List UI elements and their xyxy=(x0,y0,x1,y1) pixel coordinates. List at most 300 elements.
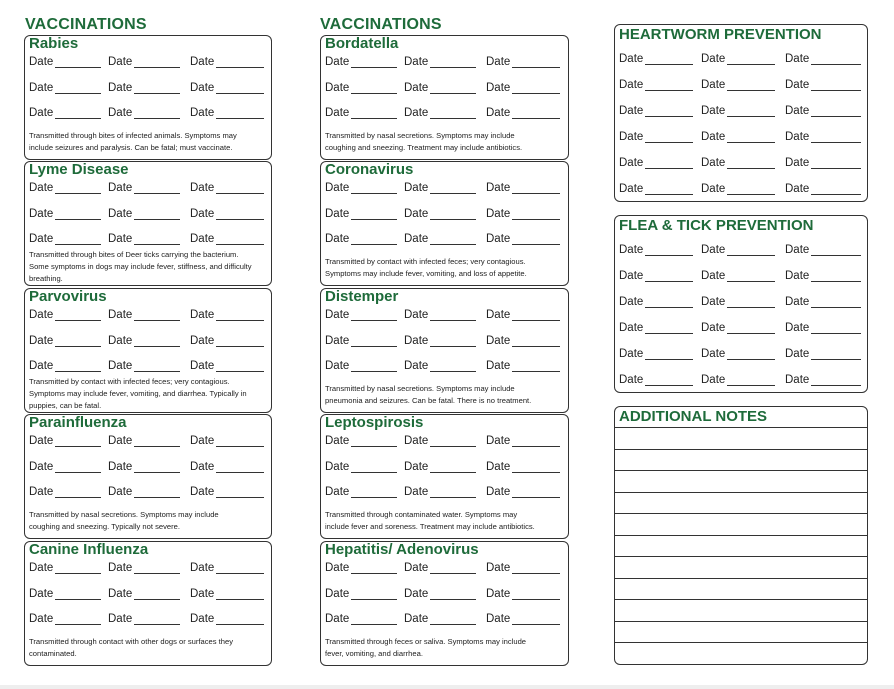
date-field[interactable] xyxy=(108,309,180,321)
date-blank-line[interactable] xyxy=(645,80,693,91)
date-blank-line[interactable] xyxy=(430,436,476,447)
date-blank-line[interactable] xyxy=(351,487,397,498)
notes-rule-line[interactable] xyxy=(615,470,867,471)
date-field[interactable] xyxy=(785,53,861,65)
date-blank-line[interactable] xyxy=(216,209,264,220)
date-blank-line[interactable] xyxy=(645,184,693,195)
vaccine-description xyxy=(29,509,267,533)
date-field[interactable] xyxy=(325,435,397,447)
date-blank-line[interactable] xyxy=(351,361,397,372)
date-field[interactable] xyxy=(29,309,101,321)
date-field[interactable] xyxy=(108,182,180,194)
date-field[interactable] xyxy=(29,613,101,625)
date-blank-line[interactable] xyxy=(811,54,861,65)
date-field[interactable] xyxy=(190,486,264,498)
date-blank-line[interactable] xyxy=(512,563,560,574)
date-field[interactable] xyxy=(325,233,397,245)
date-blank-line[interactable] xyxy=(351,310,397,321)
date-field[interactable] xyxy=(29,233,101,245)
notes-rule-line[interactable] xyxy=(615,556,867,557)
date-blank-line[interactable] xyxy=(430,83,476,94)
date-blank-line[interactable] xyxy=(645,271,693,282)
date-blank-line[interactable] xyxy=(811,271,861,282)
date-blank-line[interactable] xyxy=(430,336,476,347)
date-field[interactable] xyxy=(190,588,264,600)
date-field[interactable] xyxy=(785,105,861,117)
date-blank-line[interactable] xyxy=(645,245,693,256)
date-blank-line[interactable] xyxy=(55,563,101,574)
date-field[interactable] xyxy=(701,374,775,386)
date-blank-line[interactable] xyxy=(55,234,101,245)
date-field[interactable] xyxy=(404,82,476,94)
date-field[interactable] xyxy=(325,107,397,119)
date-field[interactable] xyxy=(486,588,560,600)
date-label: Date xyxy=(325,107,350,119)
date-blank-line[interactable] xyxy=(811,349,861,360)
date-field[interactable] xyxy=(29,562,101,574)
date-blank-line[interactable] xyxy=(351,234,397,245)
date-blank-line[interactable] xyxy=(216,57,264,68)
date-field[interactable] xyxy=(701,53,775,65)
date-field[interactable] xyxy=(701,157,775,169)
date-blank-line[interactable] xyxy=(351,57,397,68)
date-blank-line[interactable] xyxy=(430,614,476,625)
date-field[interactable] xyxy=(619,348,693,360)
notes-rule-line[interactable] xyxy=(615,449,867,450)
date-blank-line[interactable] xyxy=(430,487,476,498)
date-label: Date xyxy=(785,131,810,143)
date-field[interactable] xyxy=(325,562,397,574)
date-blank-line[interactable] xyxy=(512,436,560,447)
vaccine-title: Rabies xyxy=(29,35,79,52)
date-blank-line[interactable] xyxy=(727,158,775,169)
date-blank-line[interactable] xyxy=(351,563,397,574)
date-blank-line[interactable] xyxy=(727,54,775,65)
date-blank-line[interactable] xyxy=(430,183,476,194)
date-blank-line[interactable] xyxy=(645,297,693,308)
date-field[interactable] xyxy=(785,348,861,360)
date-blank-line[interactable] xyxy=(512,614,560,625)
date-blank-line[interactable] xyxy=(430,108,476,119)
date-field[interactable] xyxy=(701,348,775,360)
date-blank-line[interactable] xyxy=(55,462,101,473)
date-blank-line[interactable] xyxy=(645,349,693,360)
date-blank-line[interactable] xyxy=(134,183,180,194)
date-field[interactable] xyxy=(404,588,476,600)
date-blank-line[interactable] xyxy=(351,614,397,625)
date-blank-line[interactable] xyxy=(512,310,560,321)
date-field[interactable] xyxy=(701,270,775,282)
date-field[interactable] xyxy=(190,233,264,245)
date-label: Date xyxy=(29,461,54,473)
date-field[interactable] xyxy=(190,309,264,321)
date-blank-line[interactable] xyxy=(216,361,264,372)
date-field[interactable] xyxy=(404,360,476,372)
date-field[interactable] xyxy=(785,157,861,169)
date-field[interactable] xyxy=(785,183,861,195)
date-blank-line[interactable] xyxy=(134,361,180,372)
date-blank-line[interactable] xyxy=(134,336,180,347)
vaccine-title: Bordatella xyxy=(325,35,399,52)
notes-rule-line[interactable] xyxy=(615,535,867,536)
date-label: Date xyxy=(325,562,350,574)
date-field[interactable] xyxy=(325,182,397,194)
date-blank-line[interactable] xyxy=(811,297,861,308)
date-field[interactable] xyxy=(404,107,476,119)
date-blank-line[interactable] xyxy=(216,563,264,574)
date-field[interactable] xyxy=(701,322,775,334)
date-blank-line[interactable] xyxy=(216,614,264,625)
date-blank-line[interactable] xyxy=(134,436,180,447)
date-field[interactable] xyxy=(619,296,693,308)
date-field[interactable] xyxy=(190,562,264,574)
date-field[interactable] xyxy=(404,335,476,347)
date-field[interactable] xyxy=(486,486,560,498)
date-field[interactable] xyxy=(108,82,180,94)
date-field[interactable] xyxy=(190,360,264,372)
date-label: Date xyxy=(108,613,133,625)
date-field[interactable] xyxy=(108,335,180,347)
description-line: Transmitted by nasal secretions. Symptoms may include xyxy=(325,131,515,140)
date-field[interactable] xyxy=(108,56,180,68)
date-field[interactable] xyxy=(486,82,560,94)
date-field[interactable] xyxy=(619,79,693,91)
date-field[interactable] xyxy=(785,270,861,282)
date-label: Date xyxy=(701,348,726,360)
date-label: Date xyxy=(325,486,350,498)
date-blank-line[interactable] xyxy=(55,614,101,625)
date-blank-line[interactable] xyxy=(512,57,560,68)
date-blank-line[interactable] xyxy=(727,323,775,334)
date-blank-line[interactable] xyxy=(216,487,264,498)
date-label: Date xyxy=(701,270,726,282)
date-blank-line[interactable] xyxy=(512,83,560,94)
date-field[interactable] xyxy=(29,486,101,498)
notes-rule-line[interactable] xyxy=(615,492,867,493)
date-field[interactable] xyxy=(108,486,180,498)
date-label: Date xyxy=(29,56,54,68)
date-blank-line[interactable] xyxy=(645,323,693,334)
date-blank-line[interactable] xyxy=(216,234,264,245)
date-label: Date xyxy=(404,486,429,498)
date-blank-line[interactable] xyxy=(727,184,775,195)
date-field[interactable] xyxy=(325,360,397,372)
vaccine-description xyxy=(29,249,267,285)
date-blank-line[interactable] xyxy=(430,462,476,473)
date-field[interactable] xyxy=(108,233,180,245)
date-blank-line[interactable] xyxy=(811,245,861,256)
date-blank-line[interactable] xyxy=(216,108,264,119)
date-blank-line[interactable] xyxy=(216,183,264,194)
date-blank-line[interactable] xyxy=(216,436,264,447)
date-blank-line[interactable] xyxy=(55,209,101,220)
date-blank-line[interactable] xyxy=(351,108,397,119)
date-blank-line[interactable] xyxy=(134,563,180,574)
date-field[interactable] xyxy=(404,562,476,574)
vaccine-box-canine-influenza xyxy=(24,541,272,666)
date-field[interactable] xyxy=(29,82,101,94)
description-line: include fever and soreness. Treatment may include antibiotics. xyxy=(325,522,535,531)
date-blank-line[interactable] xyxy=(55,310,101,321)
date-field[interactable] xyxy=(404,309,476,321)
date-field[interactable] xyxy=(619,131,693,143)
date-blank-line[interactable] xyxy=(645,132,693,143)
date-blank-line[interactable] xyxy=(134,487,180,498)
date-field[interactable] xyxy=(108,107,180,119)
date-blank-line[interactable] xyxy=(811,132,861,143)
date-field[interactable] xyxy=(404,486,476,498)
date-label: Date xyxy=(404,182,429,194)
date-field[interactable] xyxy=(486,435,560,447)
date-field[interactable] xyxy=(404,233,476,245)
date-field[interactable] xyxy=(190,182,264,194)
date-label: Date xyxy=(619,270,644,282)
date-blank-line[interactable] xyxy=(512,234,560,245)
date-blank-line[interactable] xyxy=(512,336,560,347)
date-blank-line[interactable] xyxy=(55,183,101,194)
date-field[interactable] xyxy=(29,107,101,119)
date-field[interactable] xyxy=(190,435,264,447)
date-blank-line[interactable] xyxy=(134,310,180,321)
date-blank-line[interactable] xyxy=(134,83,180,94)
date-field[interactable] xyxy=(190,82,264,94)
date-blank-line[interactable] xyxy=(351,336,397,347)
date-blank-line[interactable] xyxy=(512,462,560,473)
date-blank-line[interactable] xyxy=(645,375,693,386)
date-field[interactable] xyxy=(785,322,861,334)
date-field[interactable] xyxy=(486,56,560,68)
date-field[interactable] xyxy=(619,270,693,282)
description-line: Transmitted through contact with other dogs or surfaces they xyxy=(29,637,234,646)
date-field[interactable] xyxy=(404,461,476,473)
description-line: Transmitted by contact with infected feces; very contagious. xyxy=(325,257,526,266)
date-field[interactable] xyxy=(29,588,101,600)
date-blank-line[interactable] xyxy=(351,183,397,194)
date-field[interactable] xyxy=(619,105,693,117)
date-field[interactable] xyxy=(325,208,397,220)
date-field[interactable] xyxy=(325,56,397,68)
date-field[interactable] xyxy=(29,360,101,372)
date-field[interactable] xyxy=(108,613,180,625)
date-field[interactable] xyxy=(29,56,101,68)
date-field[interactable] xyxy=(701,183,775,195)
date-field[interactable] xyxy=(486,461,560,473)
date-label: Date xyxy=(325,435,350,447)
date-field[interactable] xyxy=(486,335,560,347)
date-field[interactable] xyxy=(108,562,180,574)
date-label: Date xyxy=(325,208,350,220)
date-field[interactable] xyxy=(486,309,560,321)
date-field[interactable] xyxy=(701,296,775,308)
date-field[interactable] xyxy=(190,208,264,220)
date-blank-line[interactable] xyxy=(134,57,180,68)
date-blank-line[interactable] xyxy=(134,108,180,119)
date-field[interactable] xyxy=(29,335,101,347)
date-blank-line[interactable] xyxy=(811,323,861,334)
date-field[interactable] xyxy=(785,244,861,256)
date-field[interactable] xyxy=(486,107,560,119)
date-blank-line[interactable] xyxy=(55,589,101,600)
date-field[interactable] xyxy=(325,335,397,347)
date-field[interactable] xyxy=(190,56,264,68)
date-blank-line[interactable] xyxy=(430,361,476,372)
date-blank-line[interactable] xyxy=(645,54,693,65)
date-field[interactable] xyxy=(108,461,180,473)
date-field[interactable] xyxy=(619,53,693,65)
date-field[interactable] xyxy=(701,131,775,143)
description-line: Symptoms may include fever, vomiting, and diarrhea. Typically in xyxy=(29,389,247,398)
notes-rule-line[interactable] xyxy=(615,578,867,579)
date-field[interactable] xyxy=(404,182,476,194)
date-blank-line[interactable] xyxy=(55,108,101,119)
date-blank-line[interactable] xyxy=(645,158,693,169)
date-field[interactable] xyxy=(486,233,560,245)
date-blank-line[interactable] xyxy=(351,209,397,220)
date-blank-line[interactable] xyxy=(727,106,775,117)
date-field[interactable] xyxy=(325,461,397,473)
date-field[interactable] xyxy=(619,374,693,386)
date-blank-line[interactable] xyxy=(512,209,560,220)
date-field[interactable] xyxy=(486,208,560,220)
date-field[interactable] xyxy=(29,182,101,194)
date-blank-line[interactable] xyxy=(134,614,180,625)
date-blank-line[interactable] xyxy=(55,57,101,68)
date-blank-line[interactable] xyxy=(727,297,775,308)
date-field[interactable] xyxy=(785,79,861,91)
date-field[interactable] xyxy=(486,613,560,625)
date-blank-line[interactable] xyxy=(811,375,861,386)
date-field[interactable] xyxy=(190,335,264,347)
leptospirosis-date-row-2 xyxy=(325,461,564,475)
vaccine-title: Distemper xyxy=(325,288,399,305)
date-blank-line[interactable] xyxy=(55,436,101,447)
vaccine-title: Coronavirus xyxy=(325,161,414,178)
notes-rule-line[interactable] xyxy=(615,621,867,622)
date-field[interactable] xyxy=(29,435,101,447)
date-field[interactable] xyxy=(619,157,693,169)
date-blank-line[interactable] xyxy=(512,183,560,194)
date-blank-line[interactable] xyxy=(727,132,775,143)
date-blank-line[interactable] xyxy=(430,234,476,245)
date-blank-line[interactable] xyxy=(430,589,476,600)
notes-rule-line[interactable] xyxy=(615,427,867,428)
date-blank-line[interactable] xyxy=(216,310,264,321)
date-blank-line[interactable] xyxy=(351,83,397,94)
date-field[interactable] xyxy=(619,244,693,256)
date-blank-line[interactable] xyxy=(512,108,560,119)
date-field[interactable] xyxy=(785,296,861,308)
date-field[interactable] xyxy=(325,309,397,321)
date-field[interactable] xyxy=(486,562,560,574)
date-field[interactable] xyxy=(108,360,180,372)
date-field[interactable] xyxy=(486,360,560,372)
date-blank-line[interactable] xyxy=(512,361,560,372)
date-blank-line[interactable] xyxy=(430,57,476,68)
date-blank-line[interactable] xyxy=(216,462,264,473)
date-field[interactable] xyxy=(108,588,180,600)
date-field[interactable] xyxy=(619,322,693,334)
date-blank-line[interactable] xyxy=(351,589,397,600)
date-field[interactable] xyxy=(325,82,397,94)
date-blank-line[interactable] xyxy=(430,563,476,574)
date-field[interactable] xyxy=(404,56,476,68)
date-field[interactable] xyxy=(108,435,180,447)
date-blank-line[interactable] xyxy=(512,487,560,498)
date-blank-line[interactable] xyxy=(55,361,101,372)
date-label: Date xyxy=(404,309,429,321)
date-field[interactable] xyxy=(785,131,861,143)
date-blank-line[interactable] xyxy=(727,80,775,91)
date-field[interactable] xyxy=(404,613,476,625)
date-label: Date xyxy=(190,588,215,600)
date-field[interactable] xyxy=(190,613,264,625)
date-label: Date xyxy=(404,562,429,574)
notes-rule-line[interactable] xyxy=(615,513,867,514)
date-label: Date xyxy=(404,461,429,473)
date-blank-line[interactable] xyxy=(216,336,264,347)
date-blank-line[interactable] xyxy=(811,184,861,195)
date-blank-line[interactable] xyxy=(430,209,476,220)
date-field[interactable] xyxy=(190,461,264,473)
date-blank-line[interactable] xyxy=(727,271,775,282)
date-field[interactable] xyxy=(619,183,693,195)
date-field[interactable] xyxy=(404,435,476,447)
date-blank-line[interactable] xyxy=(727,349,775,360)
date-field[interactable] xyxy=(486,182,560,194)
date-blank-line[interactable] xyxy=(134,209,180,220)
date-blank-line[interactable] xyxy=(134,462,180,473)
date-blank-line[interactable] xyxy=(727,375,775,386)
date-field[interactable] xyxy=(29,461,101,473)
date-field[interactable] xyxy=(701,244,775,256)
date-field[interactable] xyxy=(404,208,476,220)
notes-rule-line[interactable] xyxy=(615,599,867,600)
date-blank-line[interactable] xyxy=(811,80,861,91)
date-field[interactable] xyxy=(701,79,775,91)
date-blank-line[interactable] xyxy=(55,487,101,498)
vaccine-title: Hepatitis/ Adenovirus xyxy=(325,541,479,558)
date-field[interactable] xyxy=(190,107,264,119)
date-blank-line[interactable] xyxy=(512,589,560,600)
date-label: Date xyxy=(108,309,133,321)
date-field[interactable] xyxy=(325,588,397,600)
date-blank-line[interactable] xyxy=(216,83,264,94)
date-label: Date xyxy=(785,244,810,256)
date-blank-line[interactable] xyxy=(216,589,264,600)
date-blank-line[interactable] xyxy=(645,106,693,117)
date-blank-line[interactable] xyxy=(351,462,397,473)
date-blank-line[interactable] xyxy=(134,589,180,600)
date-field[interactable] xyxy=(325,613,397,625)
notes-rule-line[interactable] xyxy=(615,642,867,643)
date-blank-line[interactable] xyxy=(727,245,775,256)
date-blank-line[interactable] xyxy=(55,336,101,347)
date-blank-line[interactable] xyxy=(430,310,476,321)
date-field[interactable] xyxy=(785,374,861,386)
date-blank-line[interactable] xyxy=(55,83,101,94)
date-blank-line[interactable] xyxy=(351,436,397,447)
heartworm-date-row-4 xyxy=(619,131,863,145)
description-line: Transmitted by contact with infected feces; very contagious. xyxy=(29,377,230,386)
date-blank-line[interactable] xyxy=(811,106,861,117)
date-blank-line[interactable] xyxy=(811,158,861,169)
date-field[interactable] xyxy=(108,208,180,220)
date-field[interactable] xyxy=(701,105,775,117)
date-field[interactable] xyxy=(325,486,397,498)
date-field[interactable] xyxy=(29,208,101,220)
date-blank-line[interactable] xyxy=(134,234,180,245)
date-label: Date xyxy=(486,461,511,473)
